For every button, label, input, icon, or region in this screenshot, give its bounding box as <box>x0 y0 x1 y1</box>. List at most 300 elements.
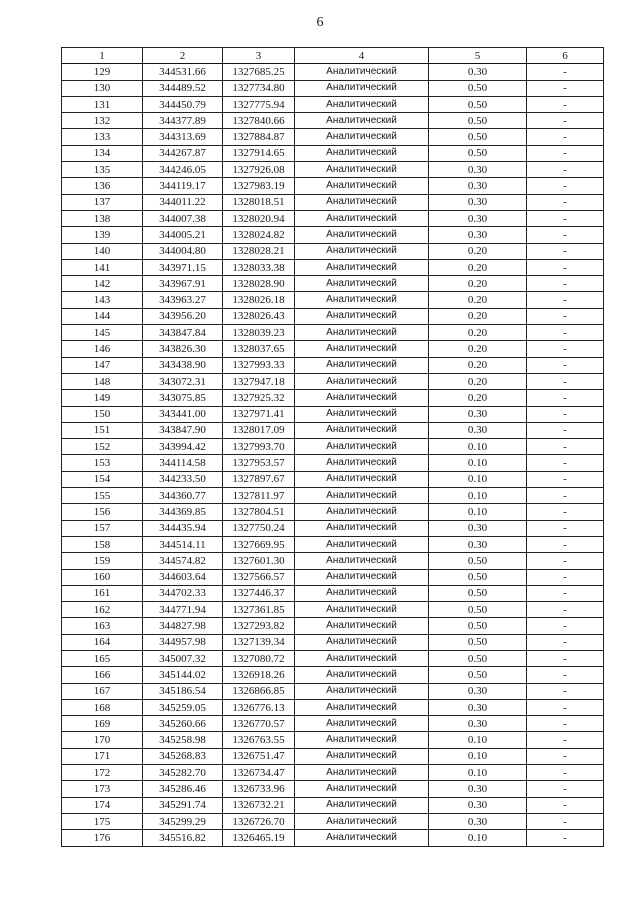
y-coordinate-cell: 1327734.80 <box>223 80 295 96</box>
point-number-cell: 130 <box>62 80 143 96</box>
point-number-cell: 152 <box>62 439 143 455</box>
note-cell: - <box>527 716 604 732</box>
x-coordinate-cell: 344435.94 <box>143 520 223 536</box>
table-row <box>62 64 604 80</box>
point-number-cell: 145 <box>62 325 143 341</box>
method-cell: Аналитический <box>295 406 429 422</box>
x-coordinate-cell: 343847.84 <box>143 325 223 341</box>
note-cell: - <box>527 797 604 813</box>
accuracy-cell: 0.50 <box>429 667 527 683</box>
method-cell: Аналитический <box>295 243 429 259</box>
point-number-cell: 156 <box>62 504 143 520</box>
y-coordinate-cell: 1327601.30 <box>223 553 295 569</box>
accuracy-cell: 0.10 <box>429 488 527 504</box>
point-number-cell: 176 <box>62 830 143 846</box>
x-coordinate-cell: 343994.42 <box>143 439 223 455</box>
x-coordinate-cell: 344233.50 <box>143 471 223 487</box>
table-row <box>62 536 604 552</box>
note-cell: - <box>527 667 604 683</box>
table-row <box>62 569 604 585</box>
y-coordinate-cell: 1327080.72 <box>223 650 295 666</box>
table-row <box>62 96 604 112</box>
x-coordinate-cell: 344489.52 <box>143 80 223 96</box>
method-cell: Аналитический <box>295 341 429 357</box>
note-cell: - <box>527 536 604 552</box>
method-cell: Аналитический <box>295 748 429 764</box>
note-cell: - <box>527 455 604 471</box>
column-header-6: 6 <box>527 48 604 64</box>
table-row <box>62 748 604 764</box>
table-header <box>62 48 604 64</box>
x-coordinate-cell: 344313.69 <box>143 129 223 145</box>
point-number-cell: 138 <box>62 210 143 226</box>
point-number-cell: 169 <box>62 716 143 732</box>
note-cell: - <box>527 634 604 650</box>
table-row <box>62 194 604 210</box>
y-coordinate-cell: 1327884.87 <box>223 129 295 145</box>
table-row <box>62 145 604 161</box>
method-cell: Аналитический <box>295 797 429 813</box>
accuracy-cell: 0.50 <box>429 129 527 145</box>
point-number-cell: 172 <box>62 765 143 781</box>
method-cell: Аналитический <box>295 569 429 585</box>
accuracy-cell: 0.30 <box>429 422 527 438</box>
accuracy-cell: 0.20 <box>429 341 527 357</box>
point-number-cell: 135 <box>62 162 143 178</box>
point-number-cell: 157 <box>62 520 143 536</box>
accuracy-cell: 0.30 <box>429 227 527 243</box>
note-cell: - <box>527 64 604 80</box>
table-row <box>62 276 604 292</box>
accuracy-cell: 0.10 <box>429 471 527 487</box>
table-row <box>62 830 604 846</box>
table-row <box>62 765 604 781</box>
method-cell: Аналитический <box>295 830 429 846</box>
accuracy-cell: 0.50 <box>429 569 527 585</box>
accuracy-cell: 0.20 <box>429 292 527 308</box>
y-coordinate-cell: 1326726.70 <box>223 813 295 829</box>
x-coordinate-cell: 344369.85 <box>143 504 223 520</box>
y-coordinate-cell: 1327566.57 <box>223 569 295 585</box>
y-coordinate-cell: 1327804.51 <box>223 504 295 520</box>
table-row <box>62 406 604 422</box>
y-coordinate-cell: 1327971.41 <box>223 406 295 422</box>
column-header-5: 5 <box>429 48 527 64</box>
note-cell: - <box>527 325 604 341</box>
note-cell: - <box>527 210 604 226</box>
point-number-cell: 160 <box>62 569 143 585</box>
accuracy-cell: 0.50 <box>429 618 527 634</box>
table-row <box>62 129 604 145</box>
y-coordinate-cell: 1328020.94 <box>223 210 295 226</box>
point-number-cell: 155 <box>62 488 143 504</box>
table-row <box>62 732 604 748</box>
y-coordinate-cell: 1328039.23 <box>223 325 295 341</box>
note-cell: - <box>527 488 604 504</box>
note-cell: - <box>527 80 604 96</box>
y-coordinate-cell: 1327293.82 <box>223 618 295 634</box>
note-cell: - <box>527 259 604 275</box>
point-number-cell: 153 <box>62 455 143 471</box>
method-cell: Аналитический <box>295 650 429 666</box>
point-number-cell: 136 <box>62 178 143 194</box>
y-coordinate-cell: 1327361.85 <box>223 602 295 618</box>
table-row <box>62 455 604 471</box>
accuracy-cell: 0.20 <box>429 373 527 389</box>
y-coordinate-cell: 1327840.66 <box>223 113 295 129</box>
y-coordinate-cell: 1326733.96 <box>223 781 295 797</box>
column-header-2: 2 <box>143 48 223 64</box>
method-cell: Аналитический <box>295 699 429 715</box>
accuracy-cell: 0.20 <box>429 243 527 259</box>
y-coordinate-cell: 1326734.47 <box>223 765 295 781</box>
method-cell: Аналитический <box>295 781 429 797</box>
method-cell: Аналитический <box>295 488 429 504</box>
note-cell: - <box>527 276 604 292</box>
note-cell: - <box>527 406 604 422</box>
accuracy-cell: 0.50 <box>429 634 527 650</box>
x-coordinate-cell: 345291.74 <box>143 797 223 813</box>
y-coordinate-cell: 1326732.21 <box>223 797 295 813</box>
note-cell: - <box>527 520 604 536</box>
method-cell: Аналитический <box>295 178 429 194</box>
table-row <box>62 373 604 389</box>
accuracy-cell: 0.10 <box>429 439 527 455</box>
point-number-cell: 161 <box>62 585 143 601</box>
table-row <box>62 341 604 357</box>
note-cell: - <box>527 439 604 455</box>
table-row <box>62 259 604 275</box>
table-row <box>62 210 604 226</box>
y-coordinate-cell: 1327947.18 <box>223 373 295 389</box>
note-cell: - <box>527 308 604 324</box>
accuracy-cell: 0.50 <box>429 113 527 129</box>
x-coordinate-cell: 344514.11 <box>143 536 223 552</box>
table-row <box>62 618 604 634</box>
point-number-cell: 151 <box>62 422 143 438</box>
y-coordinate-cell: 1327953.57 <box>223 455 295 471</box>
point-number-cell: 173 <box>62 781 143 797</box>
y-coordinate-cell: 1327993.70 <box>223 439 295 455</box>
method-cell: Аналитический <box>295 536 429 552</box>
y-coordinate-cell: 1327983.19 <box>223 178 295 194</box>
method-cell: Аналитический <box>295 276 429 292</box>
y-coordinate-cell: 1328037.65 <box>223 341 295 357</box>
x-coordinate-cell: 344267.87 <box>143 145 223 161</box>
accuracy-cell: 0.30 <box>429 699 527 715</box>
table-row <box>62 308 604 324</box>
accuracy-cell: 0.10 <box>429 455 527 471</box>
method-cell: Аналитический <box>295 259 429 275</box>
point-number-cell: 141 <box>62 259 143 275</box>
table-row <box>62 602 604 618</box>
accuracy-cell: 0.30 <box>429 178 527 194</box>
note-cell: - <box>527 765 604 781</box>
method-cell: Аналитический <box>295 113 429 129</box>
point-number-cell: 148 <box>62 373 143 389</box>
y-coordinate-cell: 1328028.90 <box>223 276 295 292</box>
point-number-cell: 166 <box>62 667 143 683</box>
method-cell: Аналитический <box>295 634 429 650</box>
point-number-cell: 168 <box>62 699 143 715</box>
point-number-cell: 150 <box>62 406 143 422</box>
x-coordinate-cell: 345259.05 <box>143 699 223 715</box>
point-number-cell: 149 <box>62 390 143 406</box>
method-cell: Аналитический <box>295 390 429 406</box>
method-cell: Аналитический <box>295 520 429 536</box>
x-coordinate-cell: 345144.02 <box>143 667 223 683</box>
method-cell: Аналитический <box>295 455 429 471</box>
x-coordinate-cell: 344531.66 <box>143 64 223 80</box>
table-row <box>62 178 604 194</box>
x-coordinate-cell: 344603.64 <box>143 569 223 585</box>
x-coordinate-cell: 345007.32 <box>143 650 223 666</box>
y-coordinate-cell: 1327897.67 <box>223 471 295 487</box>
method-cell: Аналитический <box>295 210 429 226</box>
point-number-cell: 142 <box>62 276 143 292</box>
x-coordinate-cell: 344007.38 <box>143 210 223 226</box>
note-cell: - <box>527 96 604 112</box>
note-cell: - <box>527 162 604 178</box>
method-cell: Аналитический <box>295 308 429 324</box>
method-cell: Аналитический <box>295 64 429 80</box>
point-number-cell: 132 <box>62 113 143 129</box>
x-coordinate-cell: 343967.91 <box>143 276 223 292</box>
table-row <box>62 699 604 715</box>
x-coordinate-cell: 344702.33 <box>143 585 223 601</box>
header-row <box>62 48 604 64</box>
method-cell: Аналитический <box>295 813 429 829</box>
y-coordinate-cell: 1327775.94 <box>223 96 295 112</box>
accuracy-cell: 0.30 <box>429 64 527 80</box>
x-coordinate-cell: 345260.66 <box>143 716 223 732</box>
note-cell: - <box>527 553 604 569</box>
note-cell: - <box>527 422 604 438</box>
x-coordinate-cell: 343826.30 <box>143 341 223 357</box>
method-cell: Аналитический <box>295 618 429 634</box>
point-number-cell: 146 <box>62 341 143 357</box>
y-coordinate-cell: 1326918.26 <box>223 667 295 683</box>
x-coordinate-cell: 344574.82 <box>143 553 223 569</box>
table-row <box>62 80 604 96</box>
x-coordinate-cell: 345516.82 <box>143 830 223 846</box>
accuracy-cell: 0.30 <box>429 781 527 797</box>
table-row <box>62 520 604 536</box>
accuracy-cell: 0.20 <box>429 259 527 275</box>
table-row <box>62 716 604 732</box>
table-row <box>62 553 604 569</box>
table-row <box>62 227 604 243</box>
point-number-cell: 158 <box>62 536 143 552</box>
point-number-cell: 164 <box>62 634 143 650</box>
table-row <box>62 292 604 308</box>
table-row <box>62 683 604 699</box>
table-row <box>62 813 604 829</box>
accuracy-cell: 0.30 <box>429 520 527 536</box>
method-cell: Аналитический <box>295 227 429 243</box>
x-coordinate-cell: 344114.58 <box>143 455 223 471</box>
point-number-cell: 147 <box>62 357 143 373</box>
x-coordinate-cell: 343963.27 <box>143 292 223 308</box>
method-cell: Аналитический <box>295 162 429 178</box>
method-cell: Аналитический <box>295 553 429 569</box>
x-coordinate-cell: 344119.17 <box>143 178 223 194</box>
table-row <box>62 781 604 797</box>
point-number-cell: 139 <box>62 227 143 243</box>
accuracy-cell: 0.10 <box>429 504 527 520</box>
accuracy-cell: 0.30 <box>429 797 527 813</box>
method-cell: Аналитический <box>295 373 429 389</box>
x-coordinate-cell: 343441.00 <box>143 406 223 422</box>
note-cell: - <box>527 602 604 618</box>
method-cell: Аналитический <box>295 145 429 161</box>
accuracy-cell: 0.20 <box>429 357 527 373</box>
x-coordinate-cell: 343971.15 <box>143 259 223 275</box>
note-cell: - <box>527 292 604 308</box>
table-row <box>62 504 604 520</box>
x-coordinate-cell: 344011.22 <box>143 194 223 210</box>
accuracy-cell: 0.50 <box>429 96 527 112</box>
x-coordinate-cell: 343072.31 <box>143 373 223 389</box>
note-cell: - <box>527 732 604 748</box>
table-row <box>62 650 604 666</box>
x-coordinate-cell: 344246.05 <box>143 162 223 178</box>
x-coordinate-cell: 344377.89 <box>143 113 223 129</box>
accuracy-cell: 0.20 <box>429 276 527 292</box>
note-cell: - <box>527 243 604 259</box>
accuracy-cell: 0.50 <box>429 553 527 569</box>
table-row <box>62 439 604 455</box>
point-number-cell: 165 <box>62 650 143 666</box>
y-coordinate-cell: 1328018.51 <box>223 194 295 210</box>
accuracy-cell: 0.30 <box>429 210 527 226</box>
y-coordinate-cell: 1328028.21 <box>223 243 295 259</box>
accuracy-cell: 0.30 <box>429 194 527 210</box>
note-cell: - <box>527 227 604 243</box>
note-cell: - <box>527 585 604 601</box>
x-coordinate-cell: 344827.98 <box>143 618 223 634</box>
x-coordinate-cell: 345186.54 <box>143 683 223 699</box>
accuracy-cell: 0.30 <box>429 406 527 422</box>
accuracy-cell: 0.10 <box>429 765 527 781</box>
method-cell: Аналитический <box>295 667 429 683</box>
note-cell: - <box>527 569 604 585</box>
method-cell: Аналитический <box>295 129 429 145</box>
y-coordinate-cell: 1326751.47 <box>223 748 295 764</box>
point-number-cell: 140 <box>62 243 143 259</box>
x-coordinate-cell: 344450.79 <box>143 96 223 112</box>
x-coordinate-cell: 345268.83 <box>143 748 223 764</box>
method-cell: Аналитический <box>295 585 429 601</box>
accuracy-cell: 0.10 <box>429 732 527 748</box>
note-cell: - <box>527 390 604 406</box>
coordinates-table <box>61 47 604 847</box>
accuracy-cell: 0.50 <box>429 585 527 601</box>
y-coordinate-cell: 1327139.34 <box>223 634 295 650</box>
x-coordinate-cell: 344360.77 <box>143 488 223 504</box>
x-coordinate-cell: 344004.80 <box>143 243 223 259</box>
y-coordinate-cell: 1328024.82 <box>223 227 295 243</box>
note-cell: - <box>527 650 604 666</box>
note-cell: - <box>527 683 604 699</box>
method-cell: Аналитический <box>295 80 429 96</box>
point-number-cell: 170 <box>62 732 143 748</box>
method-cell: Аналитический <box>295 602 429 618</box>
method-cell: Аналитический <box>295 504 429 520</box>
note-cell: - <box>527 113 604 129</box>
accuracy-cell: 0.10 <box>429 830 527 846</box>
y-coordinate-cell: 1328017.09 <box>223 422 295 438</box>
accuracy-cell: 0.30 <box>429 683 527 699</box>
note-cell: - <box>527 178 604 194</box>
note-cell: - <box>527 471 604 487</box>
method-cell: Аналитический <box>295 683 429 699</box>
y-coordinate-cell: 1328033.38 <box>223 259 295 275</box>
y-coordinate-cell: 1327750.24 <box>223 520 295 536</box>
page-number: 6 <box>316 15 324 30</box>
y-coordinate-cell: 1327446.37 <box>223 585 295 601</box>
note-cell: - <box>527 781 604 797</box>
x-coordinate-cell: 343075.85 <box>143 390 223 406</box>
table-row <box>62 113 604 129</box>
y-coordinate-cell: 1326763.55 <box>223 732 295 748</box>
method-cell: Аналитический <box>295 292 429 308</box>
y-coordinate-cell: 1326776.13 <box>223 699 295 715</box>
y-coordinate-cell: 1328026.43 <box>223 308 295 324</box>
y-coordinate-cell: 1327811.97 <box>223 488 295 504</box>
point-number-cell: 154 <box>62 471 143 487</box>
note-cell: - <box>527 341 604 357</box>
table-row <box>62 634 604 650</box>
x-coordinate-cell: 345299.29 <box>143 813 223 829</box>
point-number-cell: 162 <box>62 602 143 618</box>
accuracy-cell: 0.50 <box>429 80 527 96</box>
accuracy-cell: 0.30 <box>429 716 527 732</box>
point-number-cell: 175 <box>62 813 143 829</box>
accuracy-cell: 0.20 <box>429 390 527 406</box>
y-coordinate-cell: 1327914.65 <box>223 145 295 161</box>
table-body <box>62 64 604 846</box>
note-cell: - <box>527 129 604 145</box>
note-cell: - <box>527 373 604 389</box>
accuracy-cell: 0.50 <box>429 602 527 618</box>
accuracy-cell: 0.50 <box>429 145 527 161</box>
point-number-cell: 137 <box>62 194 143 210</box>
x-coordinate-cell: 344771.94 <box>143 602 223 618</box>
table-row <box>62 667 604 683</box>
x-coordinate-cell: 344005.21 <box>143 227 223 243</box>
x-coordinate-cell: 343847.90 <box>143 422 223 438</box>
x-coordinate-cell: 344957.98 <box>143 634 223 650</box>
table-row <box>62 325 604 341</box>
table-row <box>62 471 604 487</box>
y-coordinate-cell: 1326866.85 <box>223 683 295 699</box>
method-cell: Аналитический <box>295 96 429 112</box>
y-coordinate-cell: 1327685.25 <box>223 64 295 80</box>
accuracy-cell: 0.20 <box>429 308 527 324</box>
point-number-cell: 167 <box>62 683 143 699</box>
method-cell: Аналитический <box>295 765 429 781</box>
y-coordinate-cell: 1328026.18 <box>223 292 295 308</box>
x-coordinate-cell: 345282.70 <box>143 765 223 781</box>
accuracy-cell: 0.30 <box>429 813 527 829</box>
method-cell: Аналитический <box>295 357 429 373</box>
accuracy-cell: 0.20 <box>429 325 527 341</box>
column-header-1: 1 <box>62 48 143 64</box>
x-coordinate-cell: 345258.98 <box>143 732 223 748</box>
accuracy-cell: 0.10 <box>429 748 527 764</box>
table-row <box>62 488 604 504</box>
